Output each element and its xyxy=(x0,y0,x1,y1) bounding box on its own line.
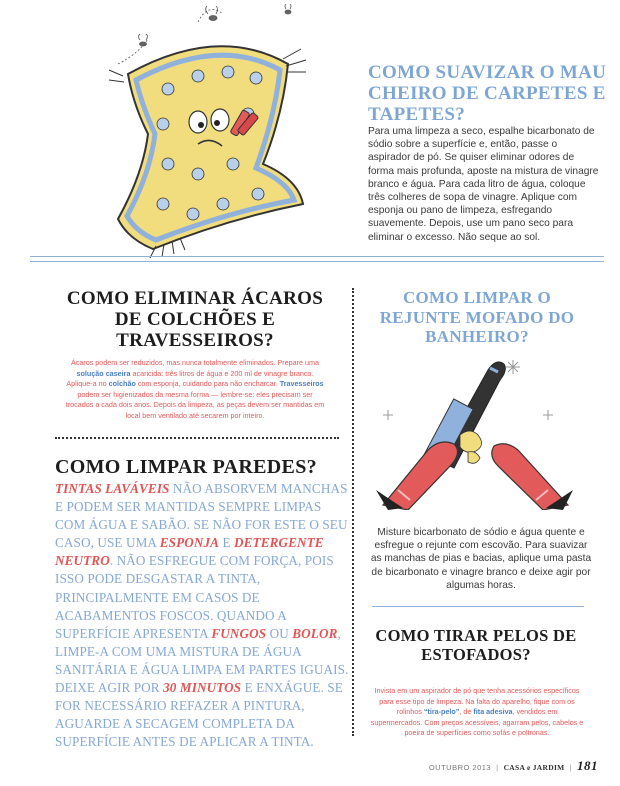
walls-emphasis-1: TINTAS LAVÁVEIS xyxy=(55,481,170,496)
walls-text-2: E xyxy=(219,535,235,551)
scrub-brush-illustration xyxy=(368,340,578,510)
dotted-divider-vertical xyxy=(352,288,354,736)
footer-separator-2: | xyxy=(569,763,572,772)
rug-cartoon-illustration xyxy=(58,4,358,262)
walls-emphasis-4: FUNGOS xyxy=(211,625,267,641)
mites-body xyxy=(64,358,326,422)
walls-text-3: . NÃO ESFREGUE COM FORÇA, POIS ISSO PODE DESGASTAR A TINTA, PRINCIPALMENTE EM CASOS DE ACABAMENTOS FOSCOS. QUANDO A SUPERFÍCIE APRESENTA xyxy=(55,553,334,641)
walls-text-1: NÃO ABSORVEM MANCHAS E PODEM SER MANTIDAS SEMPRE LIMPAS COM ÁGUA E SABÃO. SE NÃO FOR ESTE O SEU CASO, USE UMA xyxy=(55,481,348,551)
pet-hair-highlight-2: fita adesiva xyxy=(473,707,513,717)
pet-hair-text-3: , vendidos em supermercados. Com preços acessíveis, agarram pelos, cabelos e poeira de superfícies como sofás e poltronas. xyxy=(370,707,584,738)
carpets-title: COMO SUAVIZAR O MAU CHEIRO DE CARPETES E TAPETES? xyxy=(368,62,607,125)
mites-text-2: acaricida: três litros de água e 200 ml de vinagre branco. Aplique-a no xyxy=(66,368,314,389)
divider-top xyxy=(30,256,604,257)
mites-highlight-2: colchão xyxy=(108,379,136,389)
pet-hair-text-1: Invista em um aspirador de pó que tenha acessórios específicos para esse tipo de limpeza. Na falta do aparelho, fique com os rolinhos xyxy=(374,686,580,717)
walls-text-6: E ENXÁGUE. SE FOR NECESSÁRIO REFAZER A PINTURA, AGUARDE A SECAGEM COMPLETA DA SUPERFÍCIE ANTES DE APLICAR A TINTA. xyxy=(55,680,343,750)
glove-left-icon xyxy=(376,442,458,510)
page-number: 181 xyxy=(577,758,598,773)
walls-body xyxy=(55,480,351,751)
dotted-divider-left xyxy=(55,437,339,439)
walls-emphasis-3: DETERGENTE NEUTRO xyxy=(55,535,324,569)
divider-right xyxy=(372,606,584,607)
mites-text-1: Ácaros podem ser reduzidos, mas nunca totalmente eliminados. Prepare uma xyxy=(70,358,320,367)
mites-title: COMO ELIMINAR ÁCAROS DE COLCHÕES E TRAVESSEIROS? xyxy=(66,288,324,351)
carpets-body: Para uma limpeza a seco, espalhe bicarbonato de sódio sobre a superfície e, então, passe o aspirador de pó. Se quiser eliminar odores de forma mais profunda, aposte na mistura de vinagre branco e água. Para cada litro de água, coloque três colheres de sopa de vinagre. Aplique com esponja ou pano de limpeza, esfregando suavemente. Depois, use um pano seco para eliminar o excesso. Não seque ao sol. xyxy=(368,126,599,243)
pet-hair-text-2: , de xyxy=(459,707,474,717)
footer-separator: | xyxy=(496,763,499,772)
mites-highlight-3: Travesseiros xyxy=(279,379,324,389)
mites-text-4: podem ser higienizados da mesma forma — lembre-se: eles precisam ser trocados a cada dois anos. Depois da limpeza, as peças devem ser mantidas em local bem ventilado até secarem por inteiro. xyxy=(65,389,325,420)
grout-title: COMO LIMPAR O REJUNTE MOFADO DO BANHEIRO? xyxy=(379,288,575,346)
pet-hair-title: COMO TIRAR PELOS DE ESTOFADOS? xyxy=(375,626,577,664)
walls-emphasis-5: BOLOR xyxy=(292,625,338,641)
fly-icon xyxy=(198,6,223,22)
glove-right-icon xyxy=(492,444,573,510)
mites-highlight-1: solução caseira xyxy=(76,368,131,378)
walls-text-4: OU xyxy=(266,625,293,641)
pet-hair-highlight-1: “tira-pelo” xyxy=(423,707,460,717)
grout-body: Misture bicarbonato de sódio e água quente e esfregue o rejunte com escovão. Para suavizar as manchas de pias e bacias, aplique uma pasta de bicarbonato e vinagre branco e deixe agir por algumas horas. xyxy=(370,527,592,591)
walls-emphasis-6: 30 MINUTOS xyxy=(163,680,242,696)
walls-title: COMO LIMPAR PAREDES? xyxy=(55,456,317,478)
page-footer xyxy=(429,758,598,774)
mites-text-3: com esponja, cuidando para não encharcar. xyxy=(135,379,280,389)
divider-top-second xyxy=(30,261,604,262)
issue-date: OUTUBRO 2013 xyxy=(428,763,492,772)
walls-text-5: , LIMPE-A COM UMA MISTURA DE ÁGUA SANITÁRIA E ÁGUA LIMPA EM PARTES IGUAIS. DEIXE AGIR POR xyxy=(55,625,349,696)
walls-emphasis-2: ESPONJA xyxy=(159,535,220,551)
pet-hair-body xyxy=(370,686,584,739)
magazine-name: CASA e JARDIM xyxy=(503,763,565,772)
